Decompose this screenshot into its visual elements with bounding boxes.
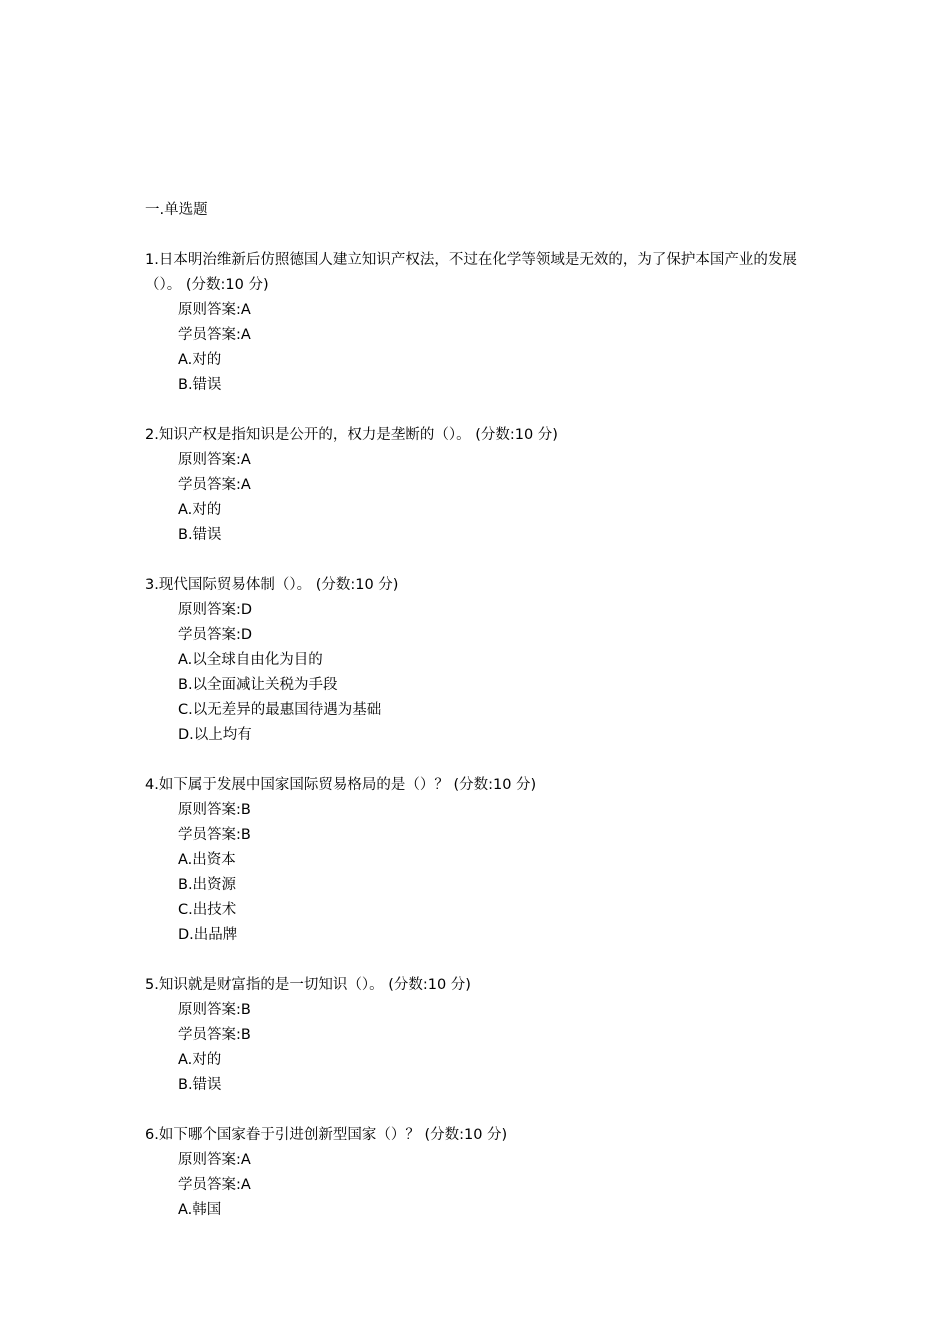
option: A.以全球自由化为目的	[178, 652, 323, 668]
question-text: 6.如下哪个国家眷于引进创新型国家（）？ (分数:10 分)	[145, 1127, 508, 1143]
question-text: 3.现代国际贸易体制（）。 (分数:10 分)	[145, 577, 399, 593]
student-answer: 学员答案:A	[178, 477, 251, 493]
section-title: 一.单选题	[145, 202, 208, 218]
question-text: 2.知识产权是指知识是公开的，权力是垄断的（）。 (分数:10 分)	[145, 427, 558, 443]
option: B.错误	[178, 1077, 222, 1093]
option: B.错误	[178, 377, 222, 393]
student-answer: 学员答案:A	[178, 1177, 251, 1193]
option: A.出资本	[178, 852, 236, 868]
option: D.出品牌	[178, 927, 238, 943]
student-answer: 学员答案:D	[178, 627, 253, 643]
option: B.出资源	[178, 877, 237, 893]
standard-answer: 原则答案:D	[178, 602, 253, 618]
standard-answer: 原则答案:B	[178, 802, 251, 818]
question-text: 5.知识就是财富指的是一切知识（）。 (分数:10 分)	[145, 977, 471, 993]
option: C.出技术	[178, 902, 237, 918]
question-text: 4.如下属于发展中国家国际贸易格局的是（）？ (分数:10 分)	[145, 777, 537, 793]
standard-answer: 原则答案:A	[178, 452, 251, 468]
document-page	[145, 198, 815, 1248]
student-answer: 学员答案:B	[178, 1027, 251, 1043]
question-text: 1.日本明治维新后仿照德国人建立知识产权法，不过在化学等领域是无效的，为了保护本国产业的发展（）。 (分数:10 分)	[145, 252, 797, 293]
student-answer: 学员答案:B	[178, 827, 251, 843]
question-2	[145, 423, 815, 548]
option: C.以无差异的最惠国待遇为基础	[178, 702, 382, 718]
option: A.对的	[178, 352, 222, 368]
question-6	[145, 1123, 815, 1223]
question-5	[145, 973, 815, 1098]
question-4	[145, 773, 815, 948]
student-answer: 学员答案:A	[178, 327, 251, 343]
standard-answer: 原则答案:A	[178, 302, 251, 318]
option: B.以全面减让关税为手段	[178, 677, 338, 693]
standard-answer: 原则答案:A	[178, 1152, 251, 1168]
option: B.错误	[178, 527, 222, 543]
standard-answer: 原则答案:B	[178, 1002, 251, 1018]
option: A.韩国	[178, 1202, 222, 1218]
question-3	[145, 573, 815, 748]
question-1	[145, 248, 815, 398]
option: D.以上均有	[178, 727, 252, 743]
option: A.对的	[178, 502, 222, 518]
option: A.对的	[178, 1052, 222, 1068]
